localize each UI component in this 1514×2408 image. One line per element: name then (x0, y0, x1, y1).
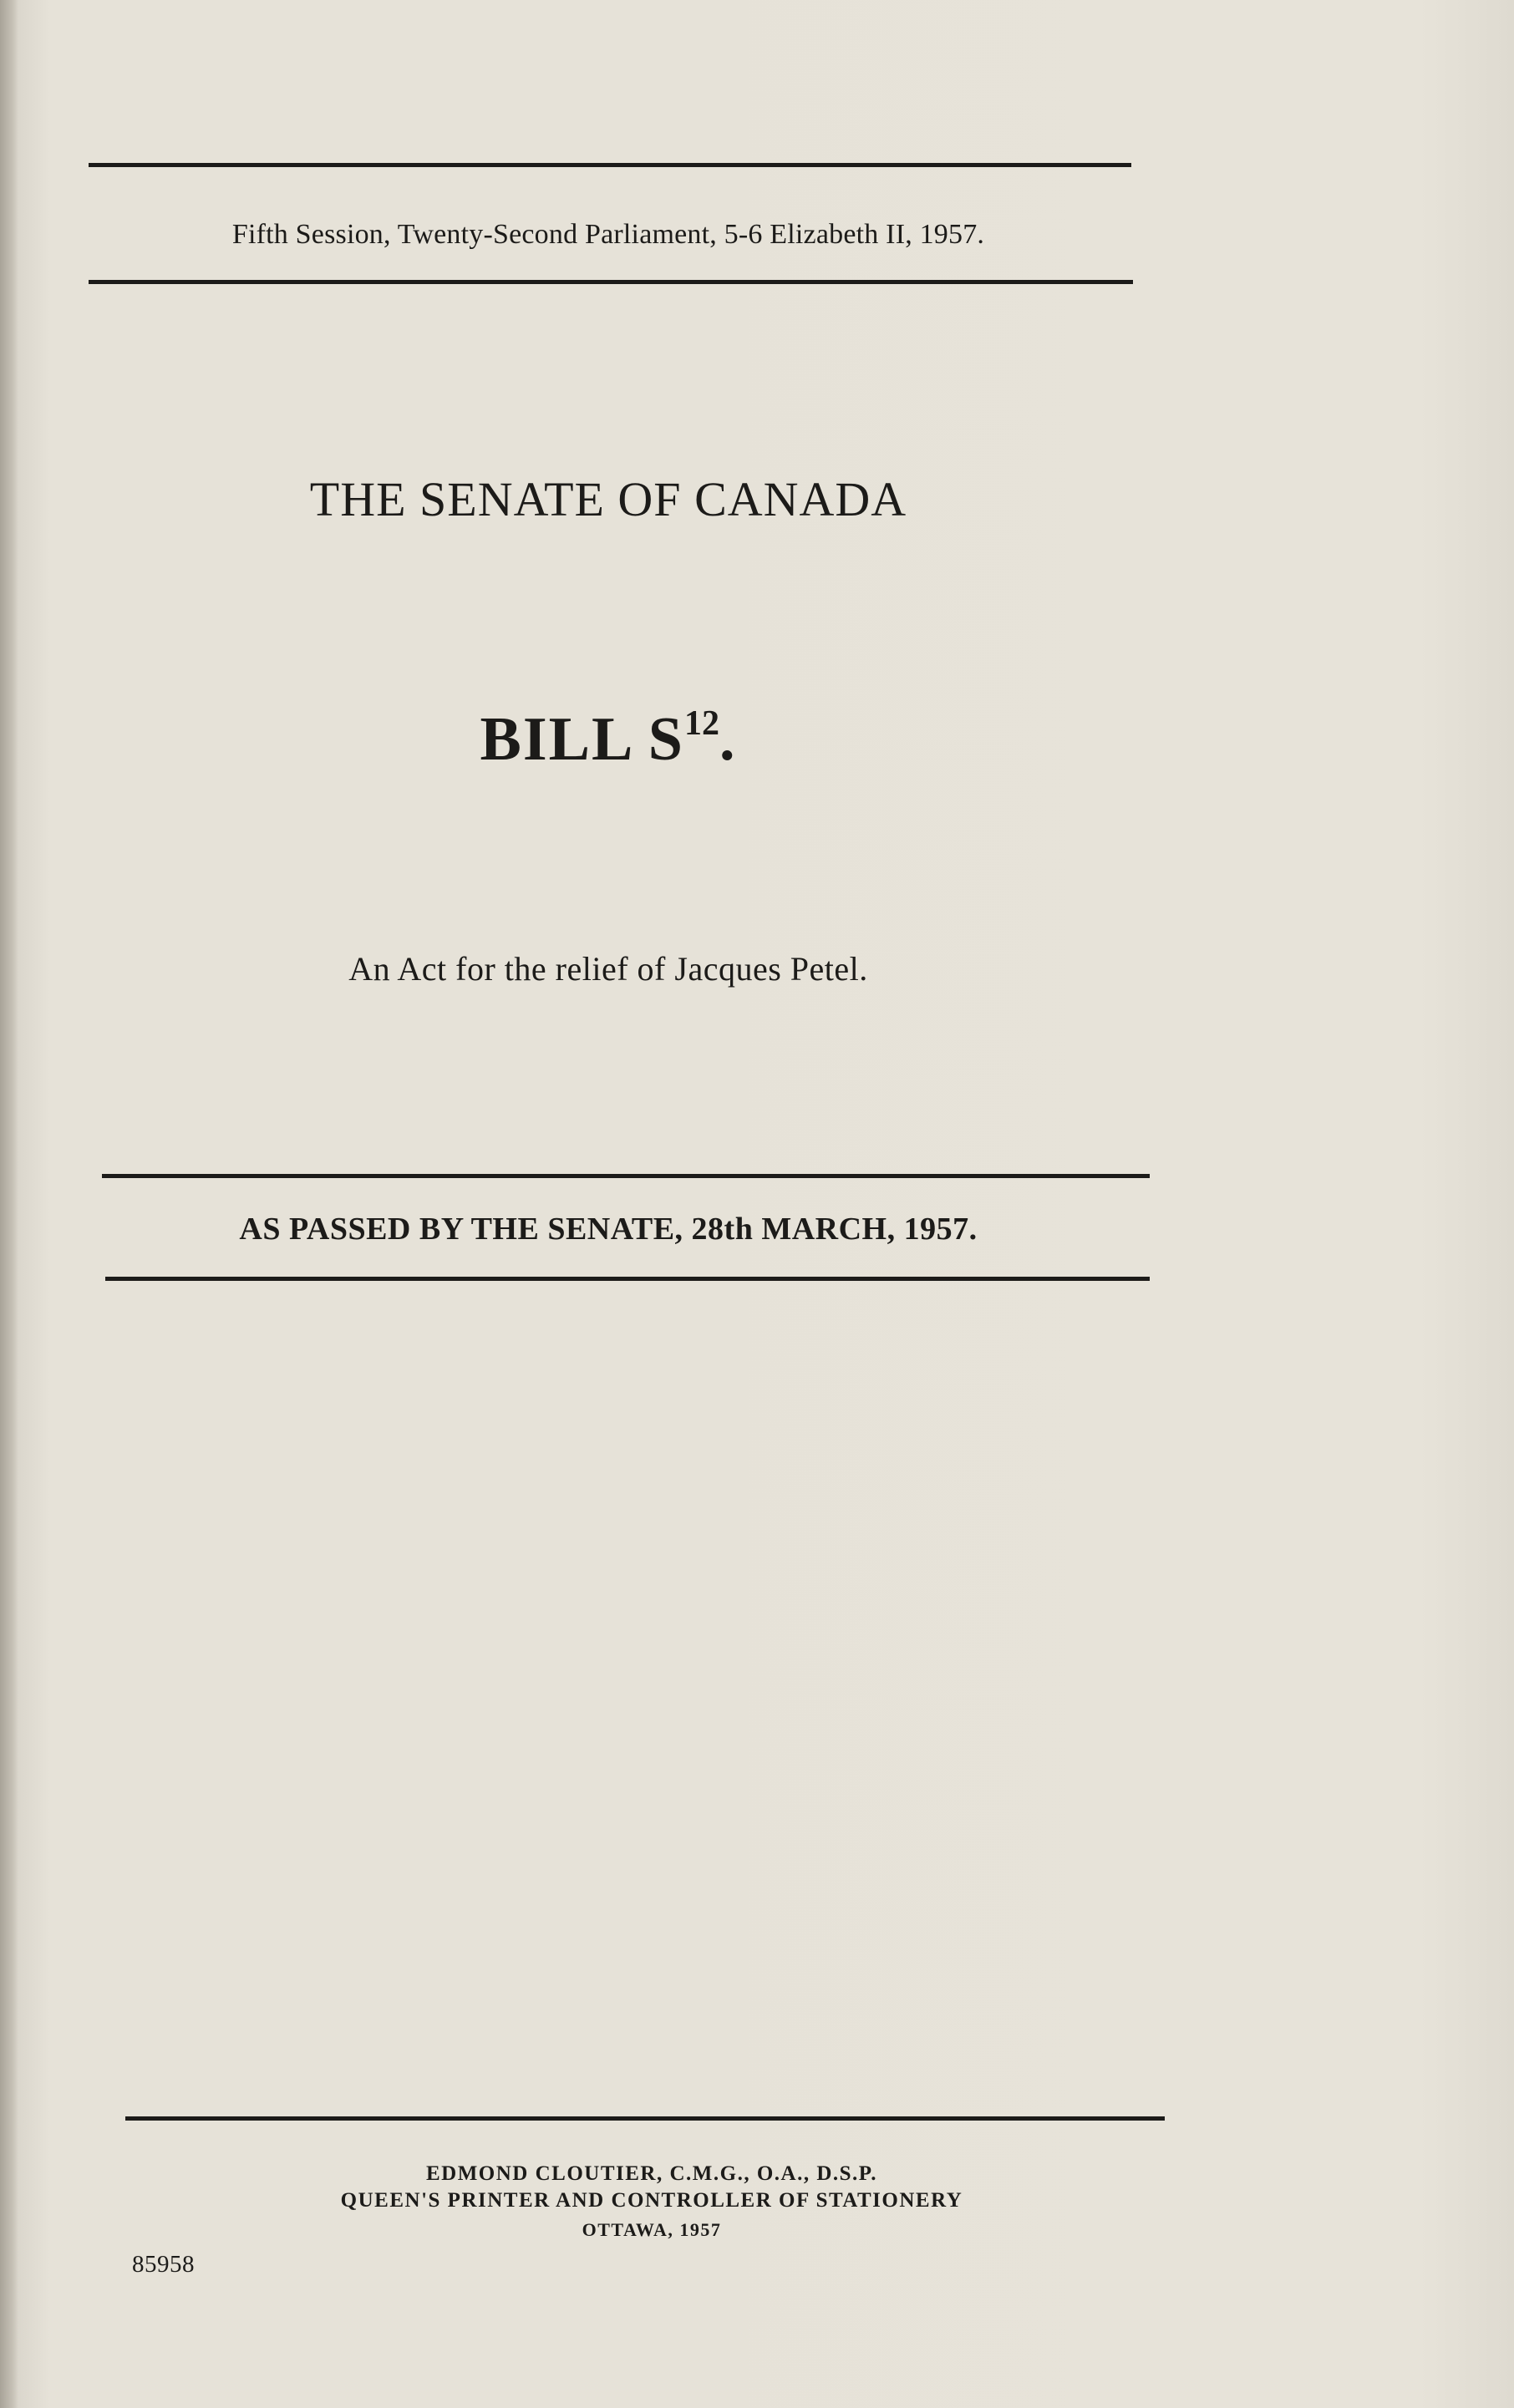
bill-label: BILL S (480, 705, 684, 774)
imprint-rule (125, 2116, 1165, 2121)
bill-heading (0, 704, 1217, 775)
page-binding-edge (0, 0, 18, 2408)
passed-bottom-rule (105, 1277, 1150, 1281)
bill-number: 12 (683, 704, 719, 743)
session-line: Fifth Session, Twenty-Second Parliament, 5-6 Elizabeth II, 1957. (231, 219, 985, 250)
senate-heading: THE SENATE OF CANADA (309, 472, 907, 526)
act-title: An Act for the relief of Jacques Petel. (348, 950, 868, 988)
printer-title: QUEEN'S PRINTER AND CONTROLLER OF STATIONERY (340, 2189, 963, 2212)
top-rule (89, 163, 1131, 167)
passed-line: AS PASSED BY THE SENATE, 28th MARCH, 1957. (239, 1212, 978, 1247)
job-number: 85958 (132, 2251, 195, 2278)
session-bottom-rule (89, 280, 1133, 284)
bill-period: . (719, 705, 737, 774)
printer-place-year: OTTAWA, 1957 (582, 2219, 722, 2240)
passed-top-rule (102, 1174, 1150, 1178)
printer-name: EDMOND CLOUTIER, C.M.G., O.A., D.S.P. (425, 2162, 878, 2185)
